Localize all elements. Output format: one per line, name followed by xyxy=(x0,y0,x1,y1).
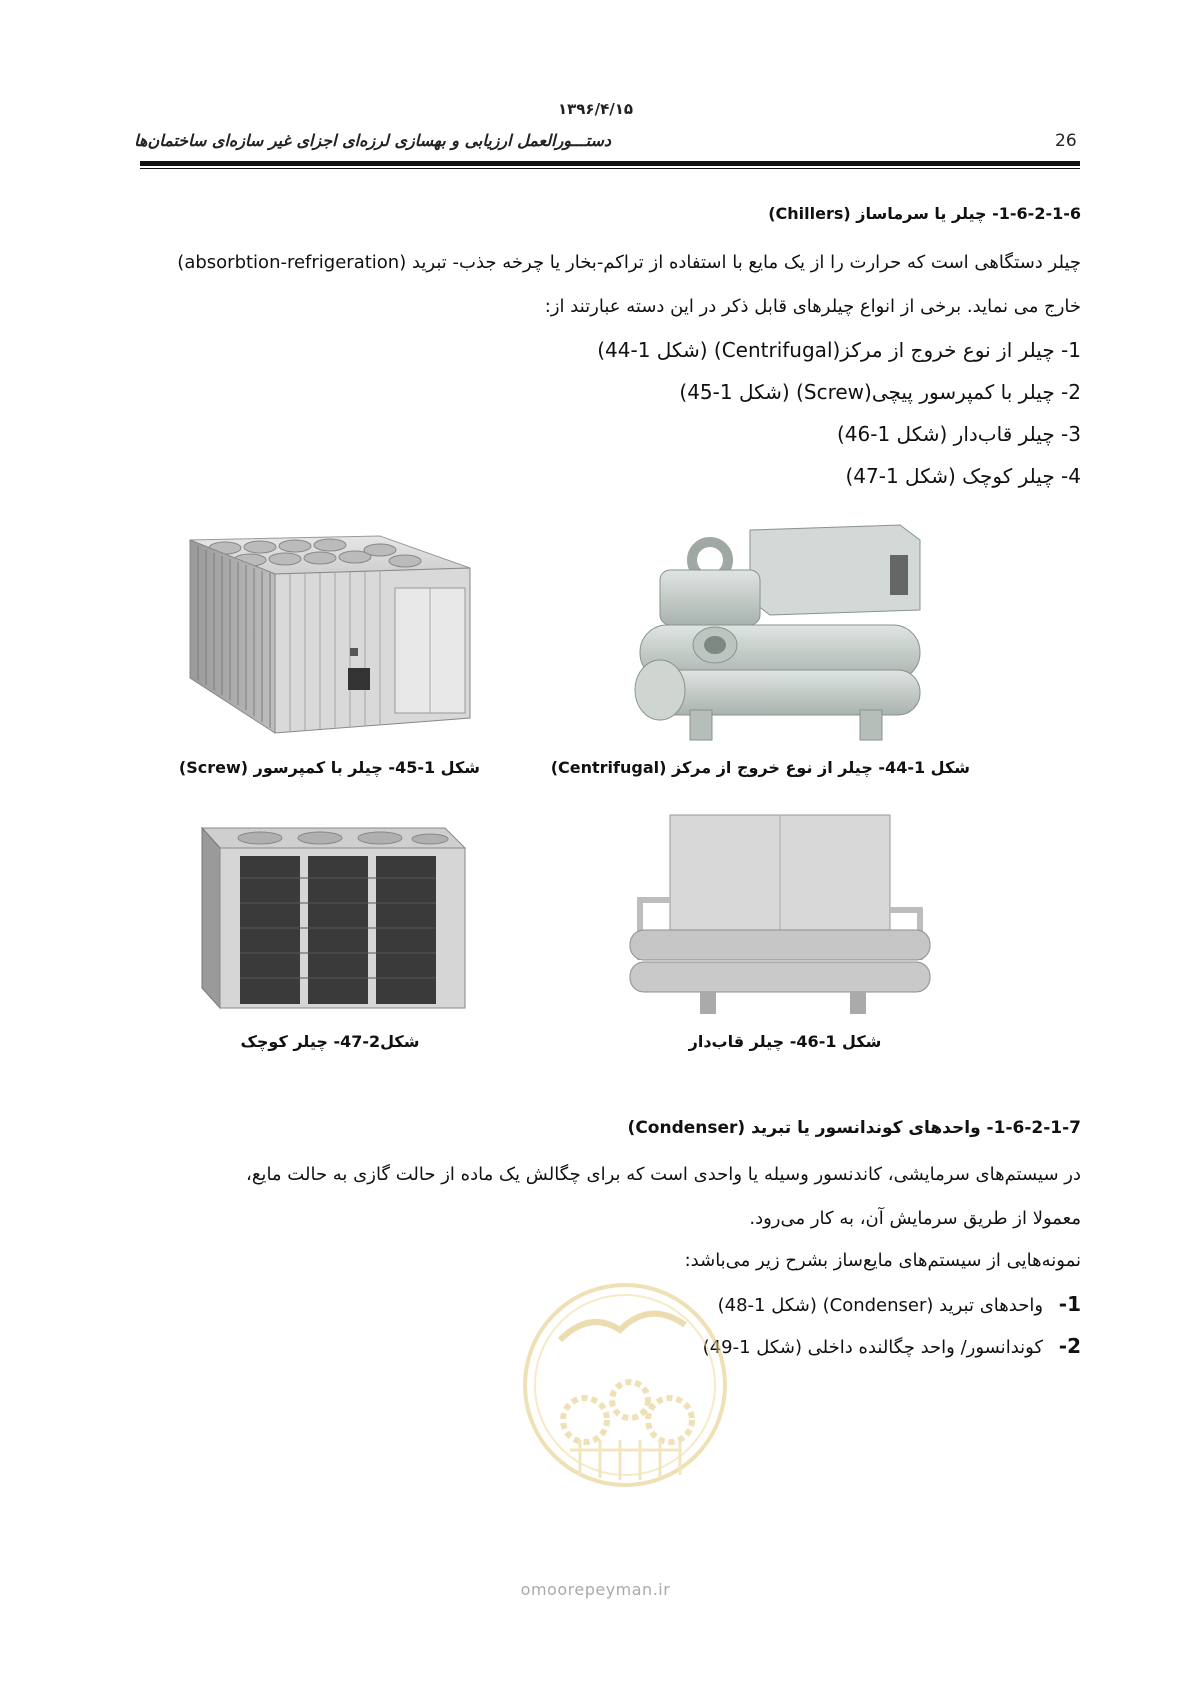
condenser-paragraph-line-1: در سیستم‌های سرمایشی، کاندنسور وسیله یا واحدی است که برای چگالش یک ماده از حالت گازی به حالت مایع، xyxy=(246,1164,1081,1185)
header-rule-thick xyxy=(140,161,1080,166)
chiller-list-item-2: 2- چیلر با کمپرسور پیچی(Screw) (شکل 1-45) xyxy=(679,380,1081,404)
figure-centrifugal-chiller xyxy=(620,520,940,745)
section-heading-condenser: 1-6-2-1-7- واحدهای کوندانسور یا تبرید (Condenser) xyxy=(627,1118,1081,1138)
condenser-paragraph-line-3: نمونه‌هایی از سیستم‌های مایع‌ساز بشرح زیر می‌باشد: xyxy=(684,1250,1081,1271)
figure-caption-45: شکل 1-45- چیلر با کمپرسور (Screw) xyxy=(178,758,480,777)
watermark-logo xyxy=(500,1270,750,1500)
page-number: 26 xyxy=(1055,131,1077,151)
chiller-list-item-3: 3- چیلر قاب‌دار (شکل 1-46) xyxy=(836,422,1081,446)
condenser-list-number-2: 2- xyxy=(1058,1334,1081,1358)
figure-cased-chiller xyxy=(620,810,940,1020)
header-title: دستـــورالعمل ارزیابی و بهسازی لرزه‌ای اجزای غیر سازه‌ای ساختمان‌ها xyxy=(134,131,611,150)
condenser-list-number-1: 1- xyxy=(1058,1292,1081,1316)
condenser-list-item-2 xyxy=(703,1334,1081,1358)
header-date: ۱۳۹۶/۴/۱۵ xyxy=(557,100,634,118)
condenser-list-text-1: واحدهای تبرید (Condenser) (شکل 1-48) xyxy=(717,1295,1044,1316)
figure-caption-46: شکل 1-46- چیلر قاب‌دار xyxy=(688,1032,882,1051)
chiller-list-item-1: 1- چیلر از نوع خروج از مرکز(Centrifugal) (شکل 1-44) xyxy=(597,338,1081,362)
header-rule-thin xyxy=(140,168,1080,169)
section-heading-chillers: 1-6-2-1-6- چیلر یا سرماساز (Chillers) xyxy=(768,204,1081,223)
chillers-paragraph-line-2: خارج می نماید. برخی از انواع چیلرهای قابل ذکر در این دسته عبارتند از: xyxy=(544,296,1081,317)
condenser-list-text-2: کوندانسور/ واحد چگالنده داخلی (شکل 1-49) xyxy=(702,1337,1044,1358)
condenser-paragraph-line-2: معمولا از طریق سرمایش آن، به کار می‌رود. xyxy=(749,1208,1081,1229)
chillers-paragraph-line-1: چیلر دستگاهی است که حرارت را از یک مایع با استفاده از تراکم-بخار یا چرخه جذب- تبرید (absorbtion-refrigeration) xyxy=(177,252,1081,273)
watermark-url: omoorepeyman.ir xyxy=(520,1580,671,1599)
figure-caption-44: شکل 1-44- چیلر از نوع خروج از مرکز (Centrifugal) xyxy=(550,758,970,777)
figure-small-chiller xyxy=(190,818,470,1018)
figure-screw-chiller xyxy=(180,528,480,743)
figure-caption-47: شکل2-47- چیلر کوچک xyxy=(240,1032,420,1051)
condenser-list-item-1 xyxy=(718,1292,1081,1316)
chiller-list-item-4: 4- چیلر کوچک (شکل 1-47) xyxy=(845,464,1081,488)
